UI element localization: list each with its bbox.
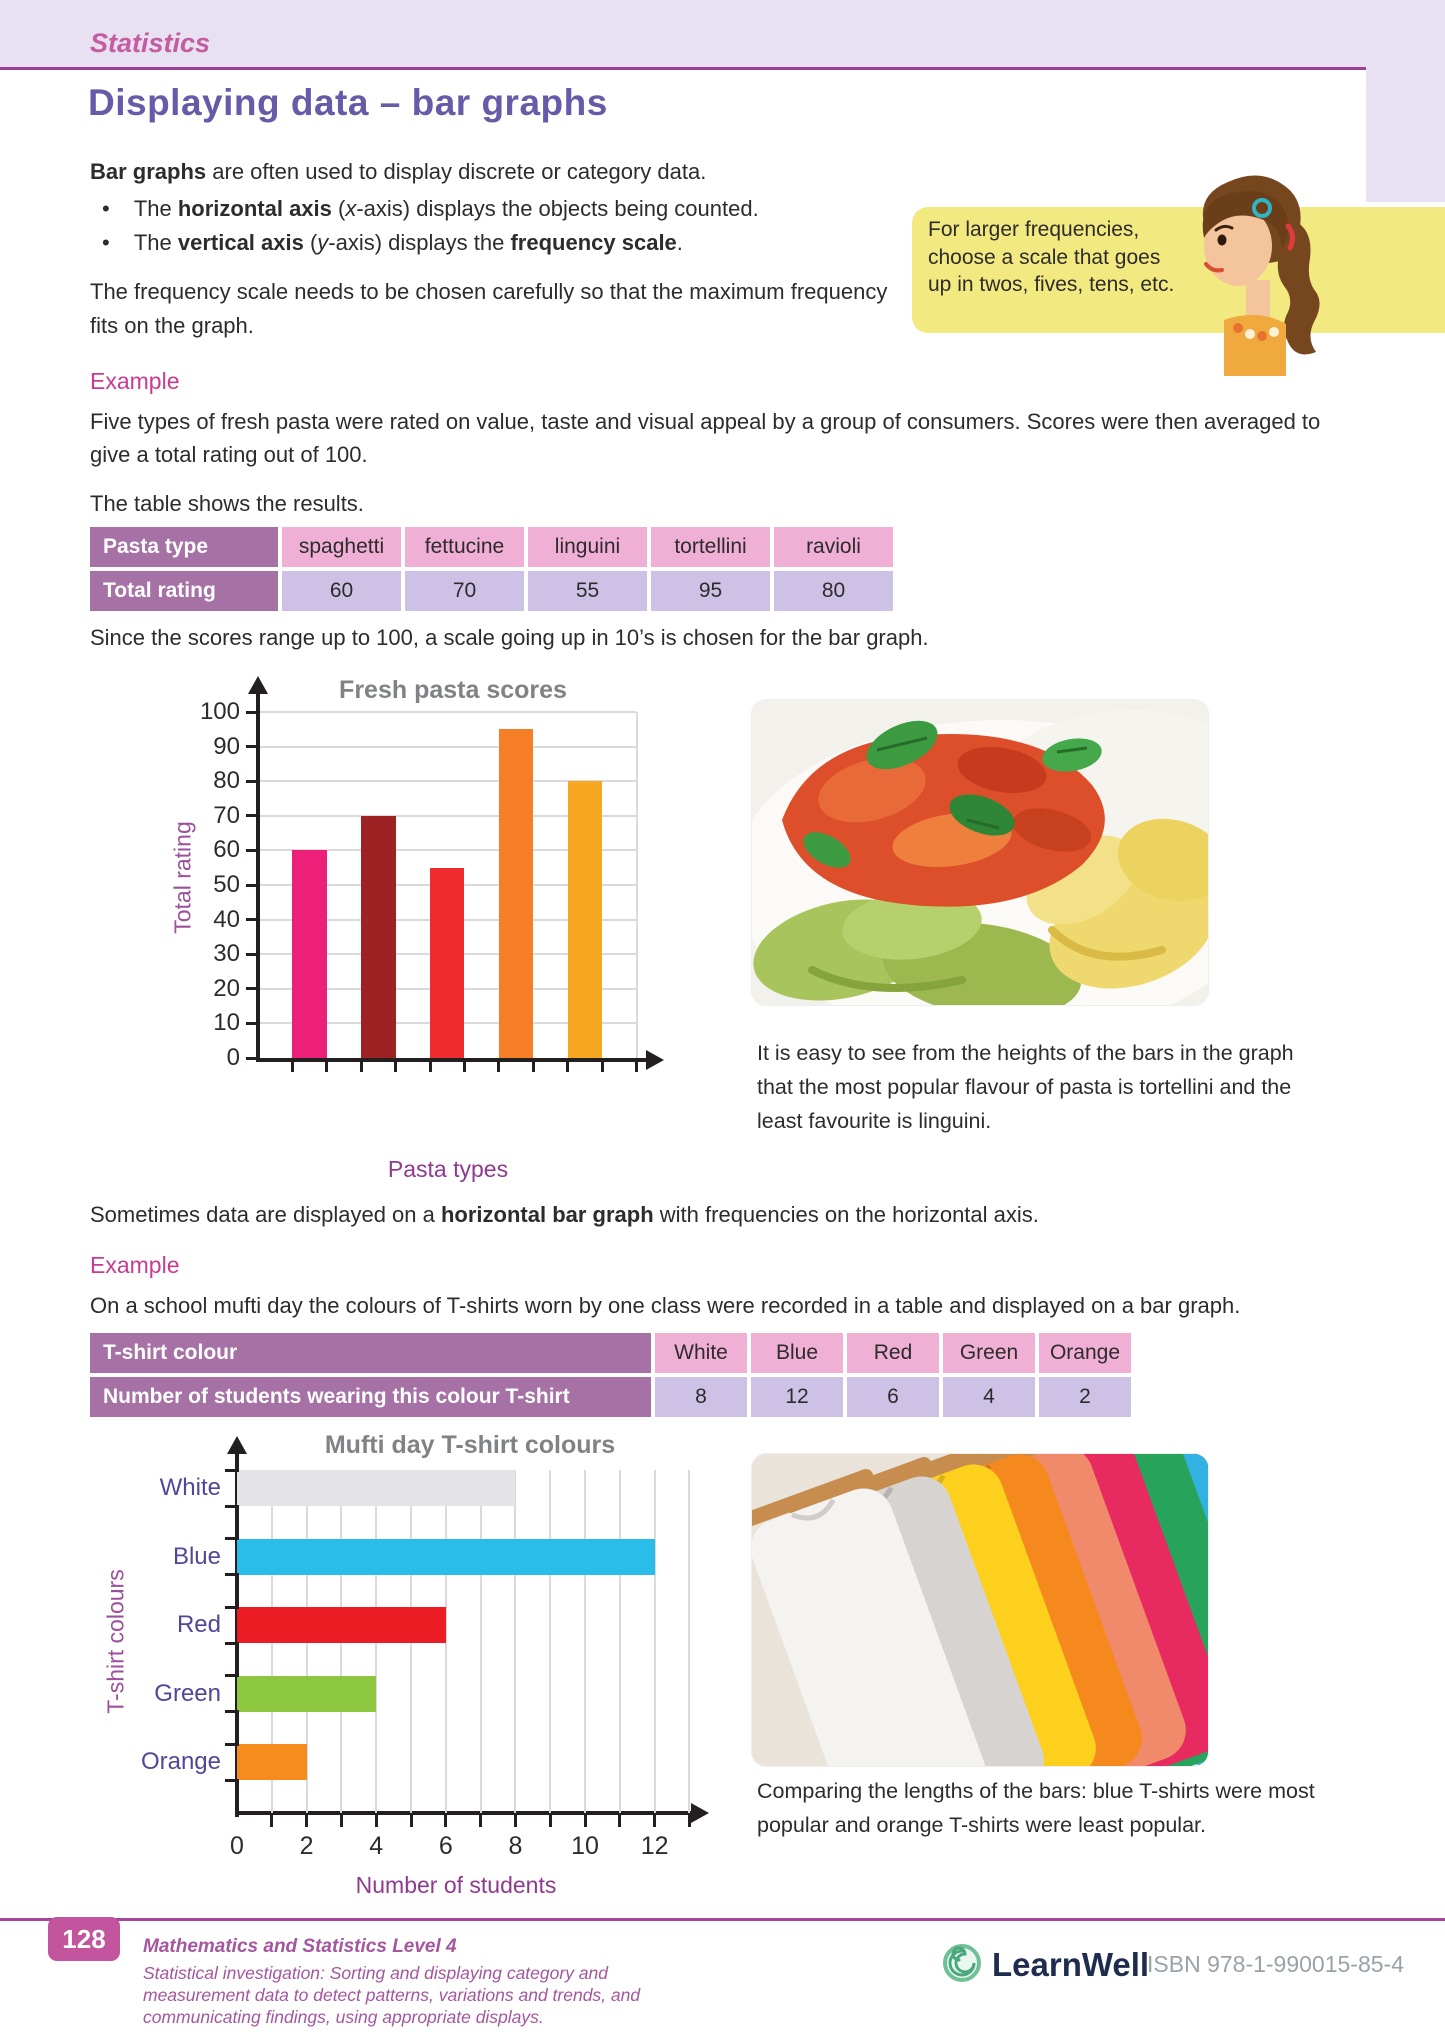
y-tick-mark xyxy=(225,1710,239,1713)
table-cell: Blue xyxy=(751,1333,843,1373)
y-tick-mark xyxy=(246,918,260,921)
table-cell: 8 xyxy=(655,1377,747,1417)
x-tick-mark xyxy=(584,1813,587,1827)
y-tick-mark xyxy=(225,1573,239,1576)
table-cell: 2 xyxy=(1039,1377,1131,1417)
y-tick-mark xyxy=(225,1743,239,1746)
x-tick-mark xyxy=(532,1058,535,1072)
tshirt-chart-x-axis xyxy=(235,1811,693,1815)
y-tick-label: 90 xyxy=(213,732,240,760)
x-tick-mark xyxy=(429,1058,432,1072)
tshirt-rack xyxy=(752,1454,1208,1766)
table-cell: 70 xyxy=(405,571,524,611)
pasta-chart-title: Fresh pasta scores xyxy=(339,676,567,704)
example2-intro: On a school mufti day the colours of T-shirts worn by one class were recorded in a table and displayed on a bar graph. xyxy=(90,1293,1241,1318)
bullet-marker: • xyxy=(102,230,110,255)
learnwell-wordmark: LearnWell xyxy=(992,1946,1150,1983)
table-cell: 6 xyxy=(847,1377,939,1417)
category-label: Green xyxy=(154,1679,221,1707)
y-tick-mark xyxy=(225,1674,239,1677)
isbn-text: ISBN 978-1-990015-85-4 xyxy=(1147,1951,1404,1977)
page-number-badge: 128 xyxy=(48,1917,120,1961)
gridline xyxy=(654,1470,656,1813)
table-cell: fettucine xyxy=(405,527,524,567)
y-tick-mark xyxy=(225,1537,239,1540)
y-tick-label: 60 xyxy=(213,836,240,864)
bullet2-bold2: frequency scale xyxy=(510,230,677,255)
bullet1-post: -axis) displays the objects being counted. xyxy=(356,196,759,221)
y-tick-mark xyxy=(225,1606,239,1609)
bar-Blue xyxy=(237,1539,655,1575)
intro-rest: are often used to display discrete or category data. xyxy=(206,159,707,184)
tshirt-observation: Comparing the lengths of the bars: blue T-shirts were most popular and orange T-shirts were least popular. xyxy=(757,1779,1315,1837)
category-label: Red xyxy=(176,1611,221,1639)
table-cell: White xyxy=(655,1333,747,1373)
x-tick-mark xyxy=(635,1058,638,1072)
y-tick-label: 20 xyxy=(213,974,240,1002)
y-tick-label: 40 xyxy=(213,905,240,933)
bullet-marker: • xyxy=(102,196,110,221)
tshirt-table xyxy=(90,1333,1131,1417)
bullet1-variable: x xyxy=(345,196,357,221)
bar-ravioli xyxy=(568,781,602,1058)
table-cell: linguini xyxy=(528,527,647,567)
example1-heading: Example xyxy=(90,368,180,394)
x-tick-mark xyxy=(394,1058,397,1072)
horizontal-bar-note xyxy=(90,1198,1390,1232)
table-cell: 55 xyxy=(528,571,647,611)
x-tick-mark xyxy=(291,1058,294,1072)
table-row-header: Total rating xyxy=(90,571,278,611)
y-tick-mark xyxy=(246,1057,260,1060)
y-tick-mark xyxy=(225,1469,239,1472)
frequency-note: The frequency scale needs to be chosen carefully so that the maximum frequency fits on the graph. xyxy=(90,279,888,338)
gridline xyxy=(688,1470,690,1813)
y-tick-mark xyxy=(246,884,260,887)
bullet2-mid: ( xyxy=(303,230,318,255)
table-cell: Green xyxy=(943,1333,1035,1373)
y-tick-mark xyxy=(225,1642,239,1645)
girl-neck xyxy=(1246,280,1270,320)
x-tick-label: 8 xyxy=(508,1832,523,1860)
table-cell: 95 xyxy=(651,571,770,611)
gridline xyxy=(514,1470,516,1813)
header-rule xyxy=(0,67,1366,70)
table-cell: 60 xyxy=(282,571,401,611)
table-row-header: Number of students wearing this colour T-shirt xyxy=(90,1377,651,1417)
y-tick-label: 10 xyxy=(213,1009,240,1037)
bullet1-pre: The xyxy=(133,196,178,221)
tip-callout-text: For larger frequencies, choose a scale that goes up in twos, fives, tens, etc. xyxy=(928,218,1175,296)
gridline-right-edge xyxy=(636,712,638,1058)
table-cell: 80 xyxy=(774,571,893,611)
x-tick-mark xyxy=(305,1813,308,1827)
y-tick-label: 80 xyxy=(213,767,240,795)
gridline xyxy=(260,711,636,713)
bar-Orange xyxy=(237,1744,307,1780)
x-tick-mark xyxy=(653,1813,656,1827)
learnwell-logo-icon xyxy=(941,1942,983,1984)
x-tick-mark xyxy=(497,1058,500,1072)
bullet2-post: . xyxy=(676,230,683,255)
bullet2-variable: y xyxy=(317,230,329,255)
table-cell: 12 xyxy=(751,1377,843,1417)
helper-girl-illustration xyxy=(1176,168,1332,376)
footer-rule xyxy=(0,1918,1445,1921)
bullet2-pre: The xyxy=(133,230,178,255)
y-tick-mark xyxy=(246,987,260,990)
footer-strand: Statistical investigation: Sorting and displaying category and measurement data to detect patterns, variations and trends, and communicating findings, using appropriate displays. xyxy=(143,1963,641,2027)
y-tick-mark xyxy=(246,745,260,748)
tshirt-chart-title: Mufti day T-shirt colours xyxy=(324,1431,616,1459)
x-tick-mark xyxy=(463,1058,466,1072)
pasta-observation: It is easy to see from the heights of the bars in the graph that the most popular flavour of pasta is tortellini and the least favourite is linguini. xyxy=(757,1041,1294,1133)
girl-shoulder xyxy=(1224,315,1286,376)
table-row-header: T-shirt colour xyxy=(90,1333,651,1373)
gridline xyxy=(260,746,636,748)
x-tick-mark xyxy=(444,1813,447,1827)
table-row-header: Pasta type xyxy=(90,527,278,567)
x-tick-mark xyxy=(688,1813,691,1827)
x-tick-mark xyxy=(375,1813,378,1827)
y-tick-mark xyxy=(246,953,260,956)
tshirt-chart-y-axis-title: T-shirt colours xyxy=(102,1569,129,1714)
table-cell: 4 xyxy=(943,1377,1035,1417)
x-tick-mark xyxy=(270,1813,273,1827)
pasta-chart-y-axis-arrow xyxy=(248,676,268,694)
pasta-table xyxy=(90,527,893,611)
x-tick-mark xyxy=(340,1813,343,1827)
interlude-pre: Sometimes data are displayed on a xyxy=(90,1202,441,1227)
table-cell: ravioli xyxy=(774,527,893,567)
y-tick-mark xyxy=(246,814,260,817)
example1-intro: Five types of fresh pasta were rated on value, taste and visual appeal by a group of consumers. Scores were then averaged to give a total rating out of 100. xyxy=(90,409,1321,467)
x-tick-label: 6 xyxy=(438,1832,453,1860)
table-cell: Orange xyxy=(1039,1333,1131,1373)
gridline xyxy=(619,1470,621,1813)
x-tick-mark xyxy=(479,1813,482,1827)
girl-eye xyxy=(1218,235,1227,246)
y-tick-mark xyxy=(246,711,260,714)
x-tick-mark xyxy=(566,1058,569,1072)
bar-fettucine xyxy=(361,816,395,1058)
bar-spaghetti xyxy=(292,850,326,1058)
pasta-chart-x-axis xyxy=(256,1058,648,1062)
gridline xyxy=(584,1470,586,1813)
bar-Red xyxy=(237,1607,446,1643)
table-cell: Red xyxy=(847,1333,939,1373)
x-tick-mark xyxy=(618,1813,621,1827)
bullet1-mid: ( xyxy=(331,196,346,221)
category-label: White xyxy=(159,1474,221,1501)
tshirt-chart-x-axis-title: Number of students xyxy=(355,1872,557,1898)
interlude-bold: horizontal bar graph xyxy=(440,1202,654,1227)
x-tick-mark xyxy=(325,1058,328,1072)
footer-series: Mathematics and Statistics Level 4 xyxy=(143,1936,457,1957)
x-tick-mark xyxy=(549,1813,552,1827)
bar-White xyxy=(237,1470,515,1506)
table-cell: tortellini xyxy=(651,527,770,567)
y-tick-label: 50 xyxy=(213,871,240,898)
scale-note: Since the scores range up to 100, a scale going up in 10’s is chosen for the bar graph. xyxy=(90,625,929,650)
y-tick-label: 30 xyxy=(213,940,240,968)
x-tick-label: 12 xyxy=(640,1832,669,1860)
header-corner-strip xyxy=(1366,0,1445,202)
pasta-chart-y-axis-title: Total rating xyxy=(169,821,196,934)
tshirt-chart-x-axis-arrow xyxy=(691,1803,709,1823)
y-tick-mark xyxy=(246,780,260,783)
tshirt-photo xyxy=(752,1454,1208,1766)
pasta-chart-x-axis-title: Pasta types xyxy=(387,1156,509,1182)
pasta-chart-x-axis-arrow xyxy=(646,1050,664,1070)
tshirt-chart-y-axis-arrow xyxy=(227,1436,247,1454)
interlude-post: with frequencies on the horizontal axis. xyxy=(653,1202,1039,1227)
chapter-label: Statistics xyxy=(90,28,211,58)
x-tick-mark xyxy=(360,1058,363,1072)
x-tick-label: 0 xyxy=(230,1832,244,1860)
x-tick-label: 4 xyxy=(369,1832,384,1860)
x-tick-mark xyxy=(410,1813,413,1827)
example1-table-caption: The table shows the results. xyxy=(90,491,364,516)
x-tick-label: 2 xyxy=(299,1832,314,1860)
table-cell: spaghetti xyxy=(282,527,401,567)
bar-linguini xyxy=(430,868,464,1058)
category-label: Orange xyxy=(140,1748,221,1776)
bullet2-mid2: -axis) displays the xyxy=(328,230,511,255)
y-tick-label: 0 xyxy=(226,1044,240,1071)
bullet2-bold: vertical axis xyxy=(177,230,304,255)
x-tick-mark xyxy=(601,1058,604,1072)
header-band xyxy=(0,0,1445,70)
page-title: Displaying data – bar graphs xyxy=(88,82,608,123)
y-tick-mark xyxy=(246,849,260,852)
intro-bold-term: Bar graphs xyxy=(90,159,207,184)
y-tick-mark xyxy=(246,1022,260,1025)
category-label: Blue xyxy=(172,1542,221,1570)
x-tick-label: 10 xyxy=(571,1832,599,1860)
y-tick-label: 70 xyxy=(213,801,240,829)
y-tick-mark xyxy=(225,1505,239,1508)
gridline xyxy=(480,1470,482,1813)
x-tick-mark xyxy=(514,1813,517,1827)
pasta-photo xyxy=(752,700,1208,1005)
bullet1-bold: horizontal axis xyxy=(177,196,332,221)
example2-heading: Example xyxy=(90,1252,180,1278)
y-tick-label: 100 xyxy=(199,698,240,725)
intro-paragraph xyxy=(90,155,990,189)
bar-Green xyxy=(237,1676,376,1712)
bar-tortellini xyxy=(499,729,533,1058)
gridline xyxy=(549,1470,551,1813)
y-tick-mark xyxy=(225,1779,239,1782)
